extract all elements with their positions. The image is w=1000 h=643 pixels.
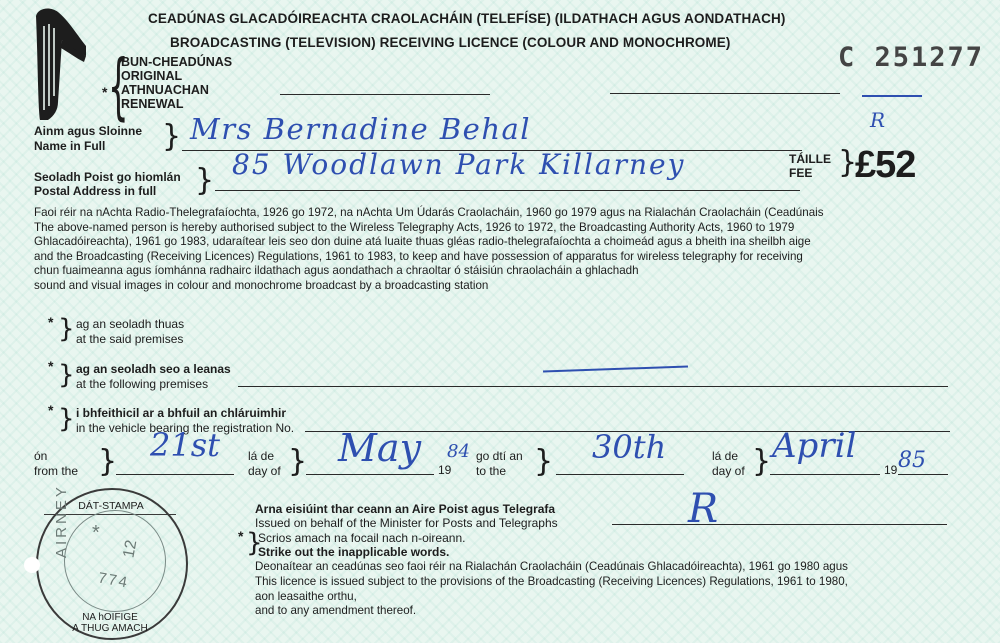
to-year-prefix: 19 xyxy=(884,463,898,477)
to-month-rule xyxy=(770,474,880,475)
strike-english: Strike out the inapplicable words. xyxy=(258,545,450,559)
stamp-office-english: A THUG AMACH xyxy=(72,623,148,634)
authorisation-text xyxy=(34,206,824,294)
to-year[interactable]: 85 xyxy=(898,448,926,473)
premises-brace: } xyxy=(58,314,75,344)
licence-type-star: * xyxy=(102,84,108,100)
postmark xyxy=(64,510,166,612)
from-day[interactable]: 21st xyxy=(150,426,220,464)
premises-rule xyxy=(238,386,948,387)
from-brace: } xyxy=(98,444,118,479)
regulations-line: Deonaítear an ceadúnas seo faoi réir na Rialachán Craolacháin (Ceadúnais Ghlacadóireachta), 1961 go 1980 agus xyxy=(255,560,848,573)
name-brace: } xyxy=(162,119,182,154)
initial-mark: R xyxy=(870,108,886,132)
from-english: from the xyxy=(34,464,79,478)
premises-star: * xyxy=(48,402,54,418)
licence-type-brace: { xyxy=(108,44,129,128)
address-value[interactable]: 85 Woodlawn Park Killarney xyxy=(232,148,686,181)
premises-brace: } xyxy=(58,360,75,390)
premises-following-irish: ag an seoladh seo a leanas xyxy=(76,362,231,376)
issued-english: Issued on behalf of the Minister for Posts and Telegraphs xyxy=(255,516,558,530)
to-english: to the xyxy=(476,464,507,478)
issued-irish: Arna eisiúint thar ceann an Aire Poist agus Telegrafa xyxy=(255,502,556,516)
address-label-english: Postal Address in full xyxy=(34,184,157,198)
regulations-line: and to any amendment thereof. xyxy=(255,604,417,618)
fee-label-english: FEE xyxy=(789,166,813,180)
from-year[interactable]: 84 xyxy=(447,441,470,462)
regulations-line: This licence is issued subject to the provisions of the Broadcasting (Receiving Licences) Regulations, 1961 to 1980, xyxy=(255,574,848,588)
to-day-rule xyxy=(556,474,684,475)
body-line: The above-named person is hereby authorised subject to the Wireless Telegraphy Acts, 1926 to 1972, the Broadcasting Authority Acts, 1960 to 1979 xyxy=(34,220,795,234)
harp-logo xyxy=(28,6,92,124)
premises-said-irish: ag an seoladh thuas xyxy=(76,317,185,331)
to-month[interactable]: April xyxy=(772,426,857,466)
body-line: Faoi réir na nAchta Radio-Thelegrafaíochta, 1926 go 1972, na nAchta Um Údarás Craolacháin, 1960 go 1979 agus na Rialachán Craolacháin (Ceadúnais xyxy=(34,206,824,219)
regulations-text xyxy=(255,560,848,619)
address-brace: } xyxy=(195,163,215,198)
stamp-label: DÁT-STAMPA xyxy=(78,500,144,512)
premises-following-english: at the following premises xyxy=(76,377,209,391)
ink-strike xyxy=(543,365,688,372)
premises-brace: } xyxy=(58,404,75,434)
strike-star: * xyxy=(238,528,244,544)
premises-star: * xyxy=(48,358,54,374)
postmark-star-icon: * xyxy=(92,522,100,544)
day-label-english: day of xyxy=(248,464,281,478)
strike-brace: } xyxy=(246,528,263,558)
name-value[interactable]: Mrs Bernadine Behal xyxy=(190,112,532,146)
licence-type-line: BUN-CHEADÚNAS xyxy=(121,55,233,69)
licence-type-line: ATHNUACHAN xyxy=(121,83,209,97)
signature: R xyxy=(688,486,719,532)
fee-label-irish: TÁILLE xyxy=(789,152,831,166)
body-line: sound and visual images in colour and monochrome broadcast by a broadcasting station xyxy=(34,278,489,292)
licence-type-rule xyxy=(280,94,490,95)
to-day[interactable]: 30th xyxy=(592,428,667,466)
signature-rule xyxy=(612,524,947,525)
to-brace: } xyxy=(534,444,554,479)
premises-star: * xyxy=(48,314,54,330)
fee-amount: £52 xyxy=(855,144,916,186)
postmark-date: 12 xyxy=(120,538,141,560)
to-year-rule xyxy=(898,474,948,475)
from-irish: ón xyxy=(34,449,48,463)
from-day-rule xyxy=(116,474,234,475)
title-english: BROADCASTING (TELEVISION) RECEIVING LICENCE (COLOUR AND MONOCHROME) xyxy=(170,35,731,50)
to-day-label-english: day of xyxy=(712,464,745,478)
strike-irish: Scrios amach na focail nach n-oireann. xyxy=(258,531,466,545)
from-month-rule xyxy=(306,474,434,475)
serial-number: C 251277 xyxy=(838,42,985,73)
premises-vehicle-irish: i bhfeithicil ar a bhfuil an chláruimhir xyxy=(76,406,287,420)
address-rule xyxy=(215,190,800,191)
stamp-office xyxy=(58,612,162,634)
day-brace: } xyxy=(288,444,308,479)
to-irish: go dtí an xyxy=(476,449,523,463)
licence-type-rule xyxy=(610,93,840,94)
stamp-office-irish: NA hOIFIGE xyxy=(82,612,138,623)
licence-type-options xyxy=(121,55,232,111)
premises-said-english: at the said premises xyxy=(76,332,184,346)
to-day-brace: } xyxy=(752,444,772,479)
name-label-irish: Ainm agus Sloinne xyxy=(34,124,143,138)
to-day-label-irish: lá de xyxy=(712,449,739,463)
postmark-text: AIRNEY xyxy=(53,484,70,558)
postmark-code: 774 xyxy=(96,569,131,592)
fee-brace: } xyxy=(838,145,858,180)
punch-hole xyxy=(24,557,40,573)
from-month[interactable]: May xyxy=(338,426,422,470)
ink-dash xyxy=(862,95,922,97)
regulations-line: aon leasaithe orthu, xyxy=(255,589,357,603)
body-line: chun fuaimeanna agus íomhánna radhairc ildathach agus aondathach a chraoltar ó stáisiún chraolacháin a ghlachadh xyxy=(34,264,639,278)
premises-vehicle-english: in the vehicle bearing the registration No. xyxy=(76,421,295,435)
address-label-irish: Seoladh Poist go hiomlán xyxy=(34,170,181,184)
title-irish: CEADÚNAS GLACADÓIREACHTA CRAOLACHÁIN (TELEFÍSE) (ILDATHACH AGUS AONDATHACH) xyxy=(148,11,786,26)
from-year-prefix: 19 xyxy=(438,463,452,477)
licence-type-line: ORIGINAL xyxy=(121,69,183,83)
licence-type-line: RENEWAL xyxy=(121,97,184,111)
day-label-irish: lá de xyxy=(248,449,275,463)
body-line: Ghlacadóireachta), 1961 go 1983, udaraítear leis seo don duine atá luaite thuas gléas radio-thelegrafaíochta a choimeád agus a bheith ina sheilbh aige xyxy=(34,235,811,249)
name-label-english: Name in Full xyxy=(34,139,106,153)
body-line: and the Broadcasting (Receiving Licences) Regulations, 1961 to 1983, to keep and have possession of apparatus for wireless telegraphy for receiving xyxy=(34,249,803,263)
